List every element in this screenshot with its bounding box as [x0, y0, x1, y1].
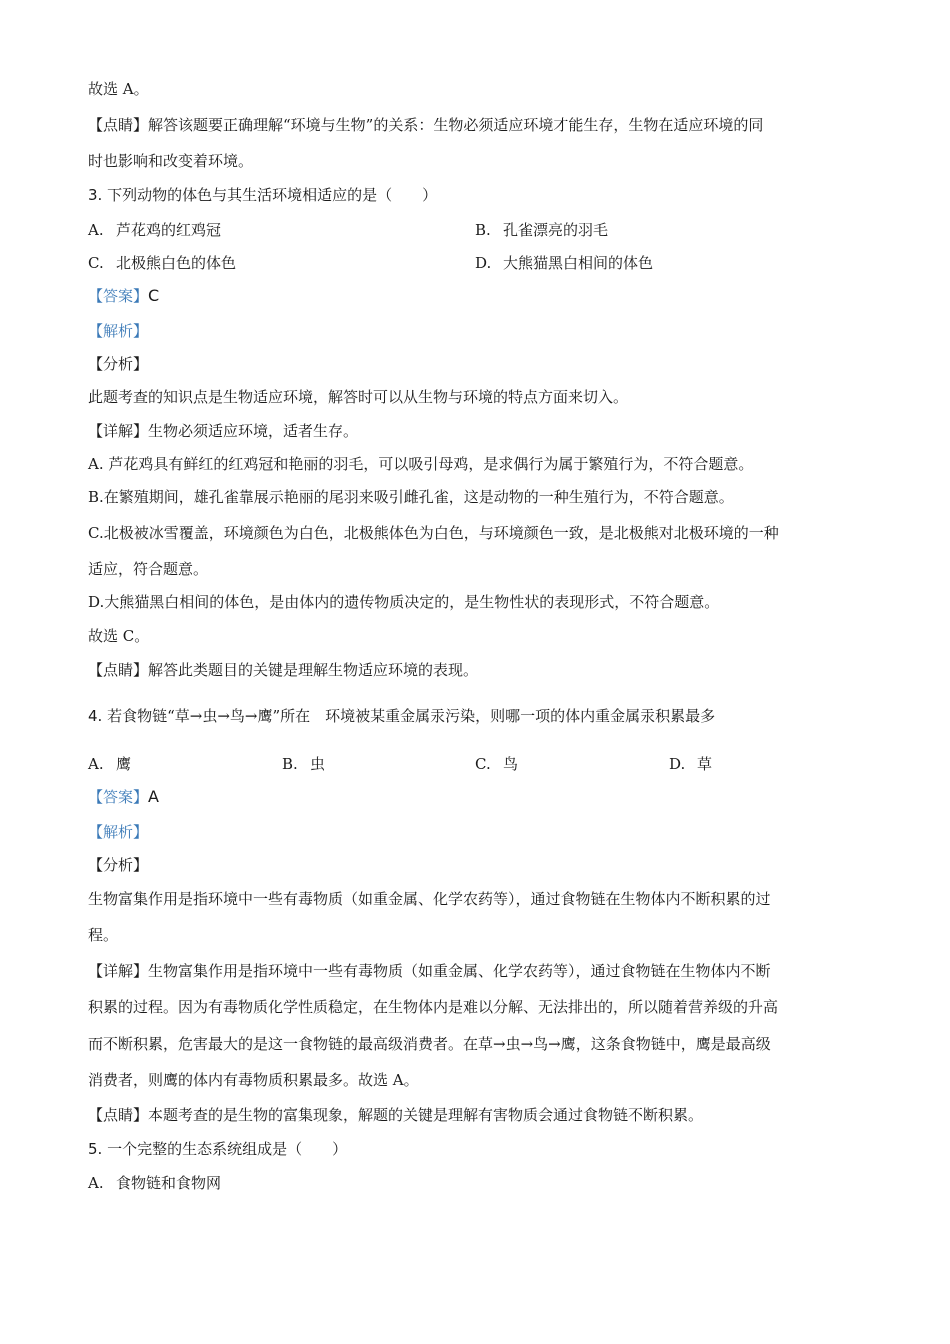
question-5-stem	[88, 1138, 347, 1160]
q3-detail-c-1: C.北极被冰雪覆盖，环境颜色为白色，北极熊体色为白色，与环境颜色一致，是北极熊对北极环境的一种	[88, 524, 779, 542]
q3-option-c: C. 北极熊白色的体色	[88, 254, 237, 272]
tip-text: 本题考查的是生物的富集现象，解题的关键是理解有害物质会通过食物链不断积累。	[148, 1106, 704, 1124]
prev-conclusion: 故选 A。	[88, 80, 149, 98]
prev-tip-line-2: 时也影响和改变着环境。	[88, 152, 254, 170]
answer-value: A	[148, 787, 159, 806]
q3-detail-c-2: 适应，符合题意。	[88, 560, 209, 578]
q4-tip	[88, 1104, 703, 1126]
detail-text: 生物富集作用是指环境中一些有毒物质（如重金属、化学农药等），通过食物链在生物体内不断	[148, 962, 771, 980]
question-number: 3.	[88, 186, 103, 204]
q3-analysis-label: 【解析】	[88, 322, 149, 340]
tip-label: 【点睛】	[88, 116, 149, 134]
q4-analysis-label: 【解析】	[88, 823, 149, 841]
question-number: 4.	[88, 707, 103, 725]
q3-detail-b: B.在繁殖期间，雄孔雀靠展示艳丽的尾羽来吸引雌孔雀，这是动物的一种生殖行为，不符合题意。	[88, 488, 734, 506]
tip-text: 解答此类题目的关键是理解生物适应环境的表现。	[148, 661, 479, 679]
question-4-stem	[88, 705, 715, 727]
q3-answer	[88, 285, 159, 307]
q3-detail	[88, 420, 358, 442]
q4-option-b: B. 虫	[282, 755, 326, 773]
detail-text: 生物必须适应环境，适者生存。	[148, 422, 359, 440]
q4-detail-4: 消费者，则鹰的体内有毒物质积累最多。故选 A。	[88, 1071, 419, 1089]
q3-option-b: B. 孔雀漂亮的羽毛	[475, 221, 609, 239]
prev-tip-line-1	[88, 114, 763, 136]
q4-fenxi-text-2: 程。	[88, 926, 119, 944]
q4-answer	[88, 786, 159, 808]
q3-option-d: D. 大熊猫黑白相间的体色	[475, 254, 654, 272]
q4-fenxi-text-1: 生物富集作用是指环境中一些有毒物质（如重金属、化学农药等），通过食物链在生物体内不断积累的过	[88, 890, 771, 908]
answer-label: 【答案】	[88, 788, 149, 806]
q3-fenxi-text: 此题考查的知识点是生物适应环境，解答时可以从生物与环境的特点方面来切入。	[88, 388, 629, 406]
q4-option-c: C. 鸟	[475, 755, 519, 773]
tip-label: 【点睛】	[88, 1106, 149, 1124]
q4-option-a: A. 鹰	[88, 755, 132, 773]
q3-tip	[88, 659, 478, 681]
q5-option-a: A. 食物链和食物网	[88, 1174, 222, 1192]
tip-text: 解答该题要正确理解“环境与生物”的关系：生物必须适应环境才能生存，生物在适应环境的同	[148, 116, 764, 134]
q4-option-d: D. 草	[669, 755, 713, 773]
q4-fenxi-label: 【分析】	[88, 856, 149, 874]
q3-conclusion: 故选 C。	[88, 627, 150, 645]
question-number: 5.	[88, 1140, 103, 1158]
q3-fenxi-label: 【分析】	[88, 355, 149, 373]
q3-option-a: A. 芦花鸡的红鸡冠	[88, 221, 222, 239]
q4-detail-2: 积累的过程。因为有毒物质化学性质稳定，在生物体内是难以分解、无法排出的，所以随着营养级的升高	[88, 998, 779, 1016]
detail-label: 【详解】	[88, 422, 149, 440]
q4-detail-3: 而不断积累，危害最大的是这一食物链的最高级消费者。在草→虫→鸟→鹰，这条食物链中，鹰是最高级	[88, 1035, 771, 1053]
question-3-stem	[88, 184, 437, 206]
question-text: 一个完整的生态系统组成是（ ）	[102, 1140, 348, 1158]
answer-label: 【答案】	[88, 287, 149, 305]
q4-detail-1	[88, 960, 771, 982]
q3-detail-d: D.大熊猫黑白相间的体色，是由体内的遗传物质决定的，是生物性状的表现形式，不符合题意。	[88, 593, 720, 611]
q3-detail-a: A. 芦花鸡具有鲜红的红鸡冠和艳丽的羽毛，可以吸引母鸡，是求偶行为属于繁殖行为，不符合题意。	[88, 455, 754, 473]
question-text: 若食物链“草→虫→鸟→鹰”所在 环境被某重金属汞污染，则哪一项的体内重金属汞积累最多	[102, 707, 716, 725]
tip-label: 【点睛】	[88, 661, 149, 679]
detail-label: 【详解】	[88, 962, 149, 980]
answer-value: C	[148, 286, 160, 305]
question-text: 下列动物的体色与其生活环境相适应的是（ ）	[102, 186, 438, 204]
